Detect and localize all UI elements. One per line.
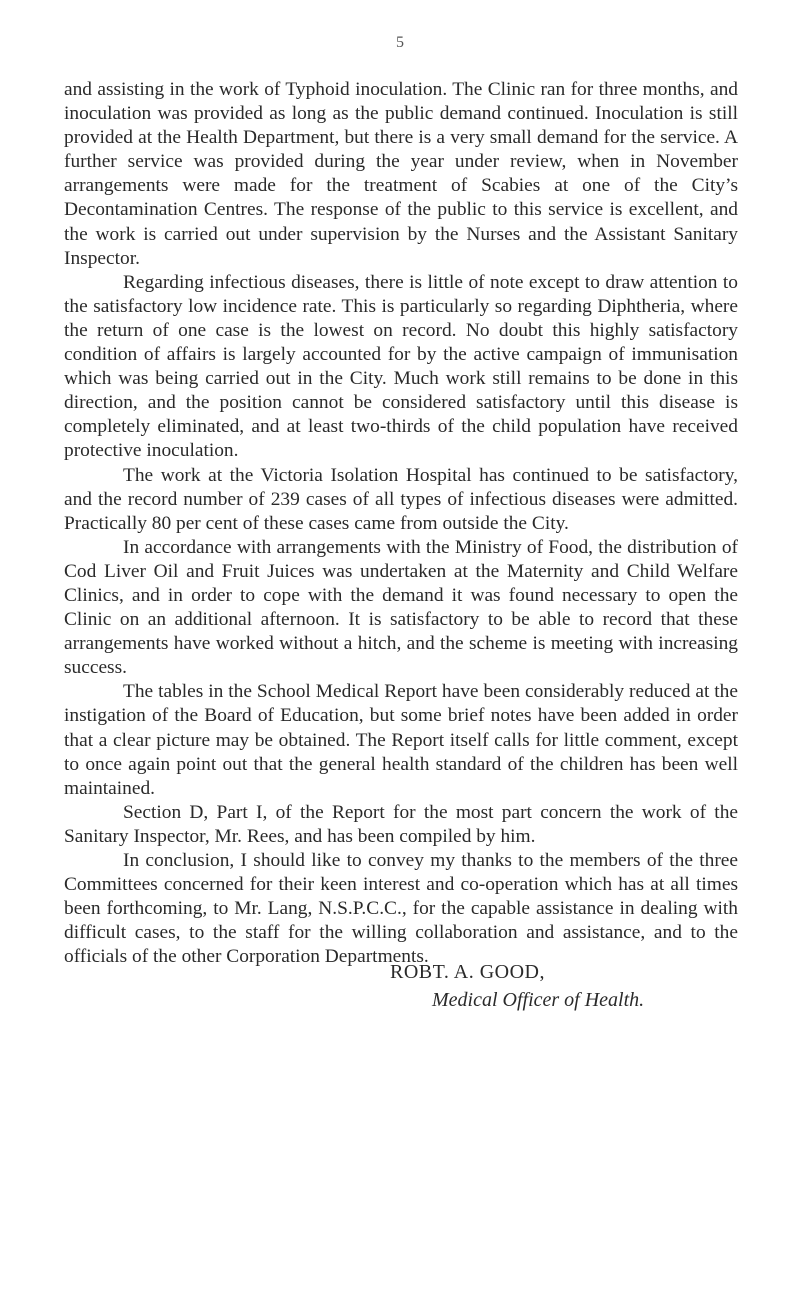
report-body <box>64 78 738 969</box>
paragraph-section-d: Section D, Part I, of the Report for the most part concern the work of the Sanitary Inspector, Mr. Rees, and has been compiled by him. <box>64 801 738 847</box>
paragraph-infectious-diseases: Regarding infectious diseases, there is little of note except to draw attention to the satisfactory low incidence rate. This is particularly so regarding Diphtheria, where the return of one case is the lowest on record. No doubt this highly satisfactory condition of affairs is largely accounted for by the active campaign of immunisation which was being carried out in the City. Much work still remains to be done in this direction, and the position cannot be considered satisfactory until this disease is completely eliminated, and at least two-thirds of the child population have received protective inoculation. <box>64 271 738 462</box>
paragraph-school-medical-report: The tables in the School Medical Report have been considerably reduced at the instigation of the Board of Education, but some brief notes have been added in order that a clear picture may be obtained. The Report itself calls for little comment, except to once again point out that the general health standard of the children has been well maintained. <box>64 681 738 799</box>
signatory-name: ROBT. A. GOOD, <box>390 961 545 983</box>
paragraph-ministry-of-food: In accordance with arrangements with the Ministry of Food, the distribution of Cod Liver Oil and Fruit Juices was undertaken at the Maternity and Child Welfare Clinics, and in order to cope with the demand it was found necessary to open the Clinic on an additional afternoon. It is satisfactory to be able to record that these arrangements have worked without a hitch, and the scheme is meeting with increasing success. <box>64 536 738 679</box>
page-number: 5 <box>396 34 404 51</box>
paragraph-conclusion: In conclusion, I should like to convey my thanks to the members of the three Committees concerned for their keen interest and co-operation which has at all times been forthcoming, to Mr. Lang, N.S.P.C.C., for the capable assistance in dealing with difficult cases, to the staff for the willing collaboration and assistance, and to the officials of the other Corporation Departments. <box>64 850 738 968</box>
paragraph-isolation-hospital: The work at the Victoria Isolation Hospital has continued to be satisfactory, and the record number of 239 cases of all types of infectious diseases were admitted. Practically 80 per cent of these cases came from outside the City. <box>64 464 738 534</box>
paragraph-typhoid-scabies: and assisting in the work of Typhoid inoculation. The Clinic ran for three months, and inoculation was provided as long as the public demand continued. Inoculation is still provided at the Health Department, but there is a very small demand for the service. A further service was provided during the year under review, when in November arrangements were made for the treatment of Scabies at one of the City’s Decontamination Centres. The response of the public to this service is excellent, and the work is carried out under supervision by the Nurses and the Assistant Sanitary Inspector. <box>64 79 738 269</box>
signatory-title: Medical Officer of Health. <box>432 989 645 1011</box>
